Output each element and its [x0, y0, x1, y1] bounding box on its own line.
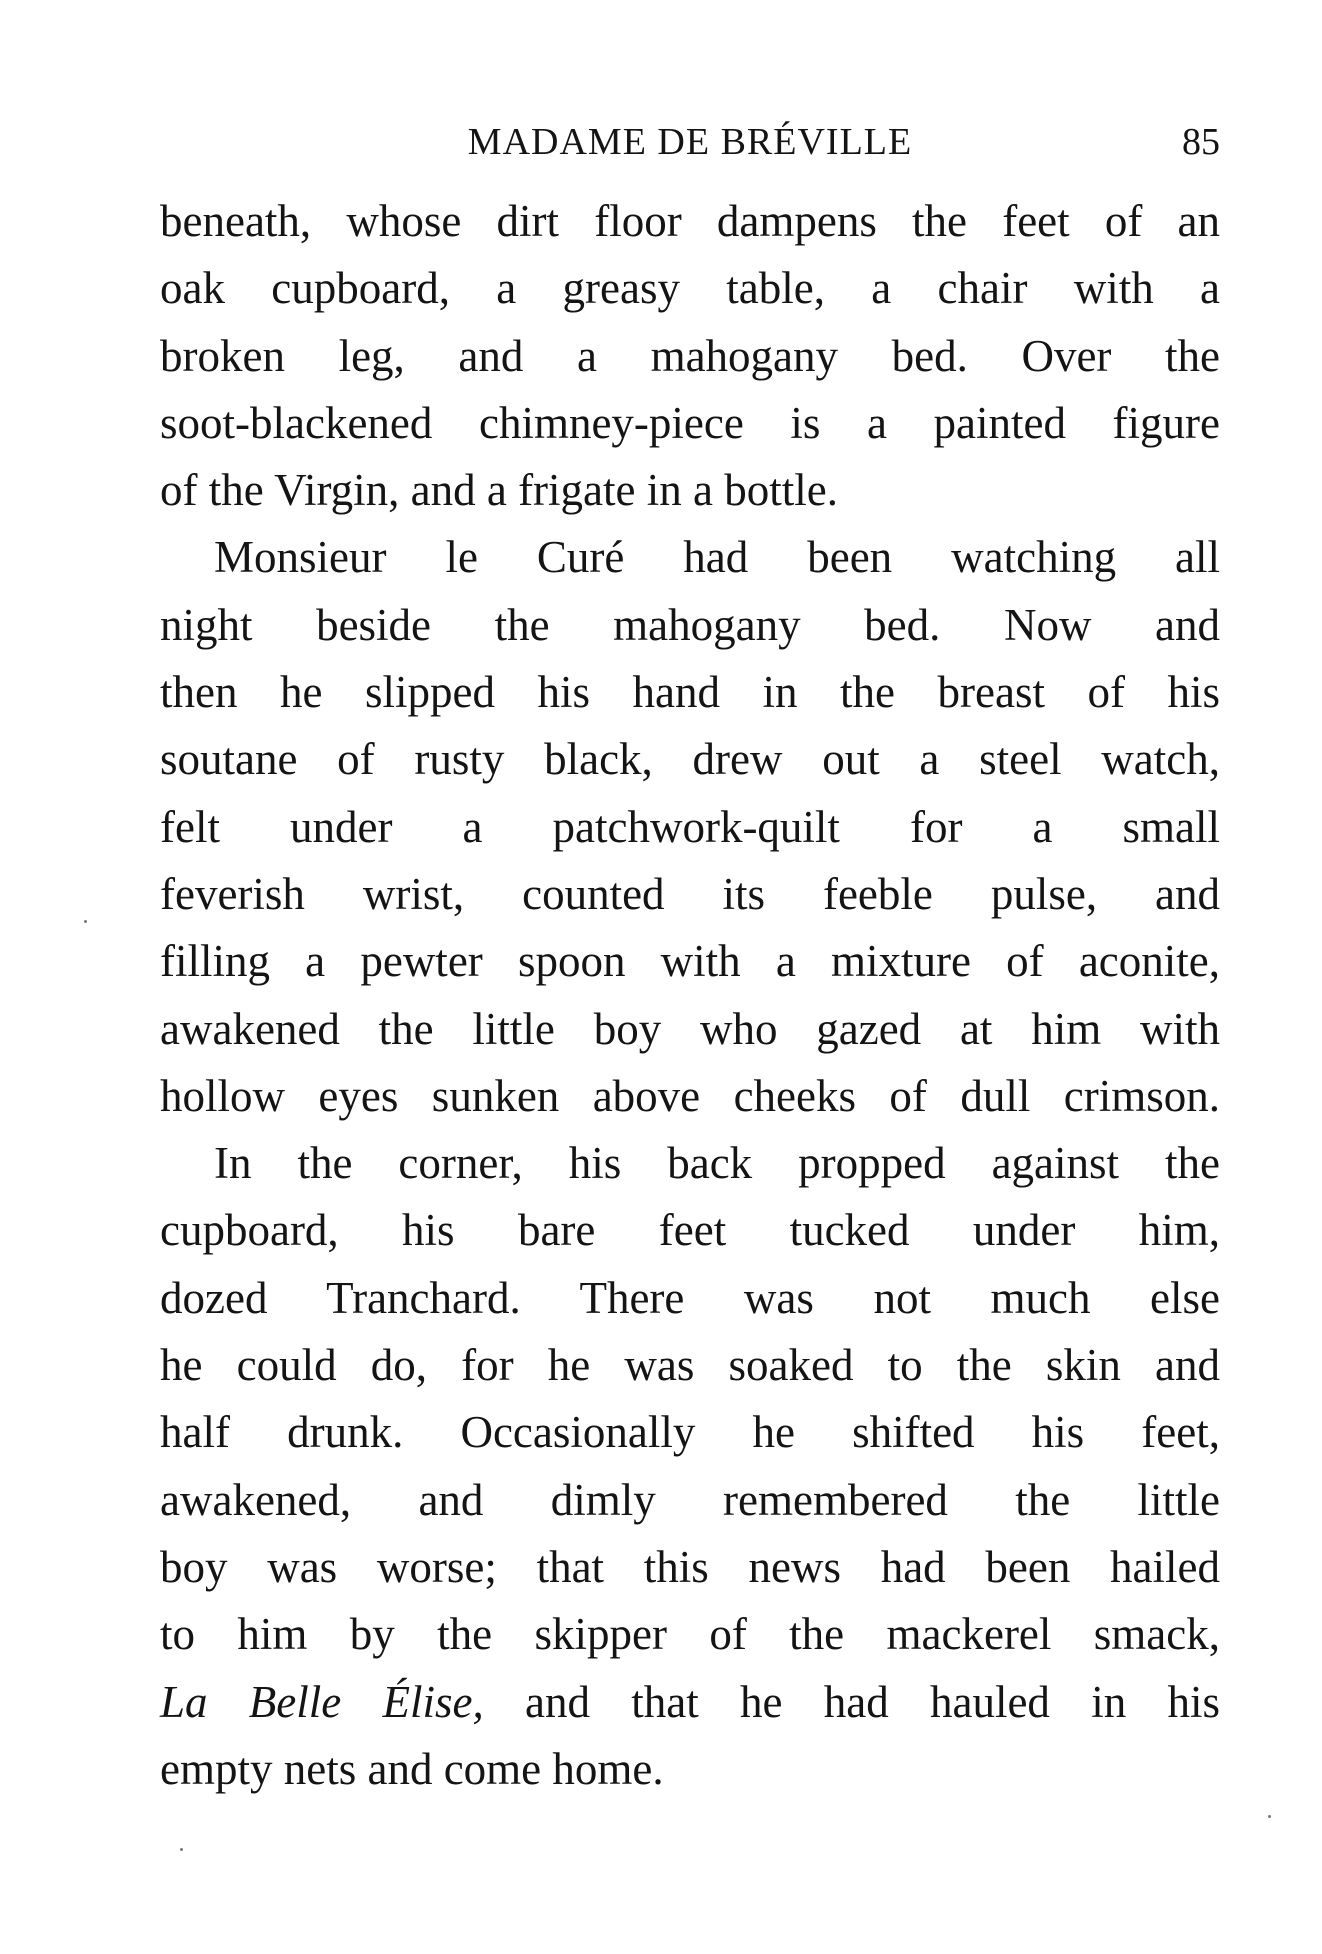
text-line: oak cupboard, a greasy table, a chair with a: [160, 263, 1220, 314]
text-line: cupboard, his bare feet tucked under him,: [160, 1205, 1220, 1256]
text-line: then he slipped his hand in the breast of his: [160, 667, 1220, 718]
text-line: feverish wrist, counted its feeble pulse, and: [160, 868, 1220, 919]
text-line: soot-blackened chimney-piece is a painted figure: [160, 397, 1220, 448]
text-line: hollow eyes sunken above cheeks of dull crimson.: [160, 1070, 1220, 1121]
paragraph-1: [160, 188, 1220, 524]
paragraph-2: [160, 524, 1220, 1130]
page-number: 85: [1182, 121, 1220, 163]
text-line: broken leg, and a mahogany bed. Over the: [160, 330, 1220, 381]
text-line: Monsieur le Curé had been watching all: [214, 532, 1220, 583]
text-line: to him by the skipper of the mackerel smack,: [160, 1609, 1220, 1660]
text-line: awakened the little boy who gazed at him with: [160, 1003, 1220, 1054]
print-speck: [84, 920, 87, 923]
paragraph-3: [160, 1130, 1220, 1803]
text-line: empty nets and come home.: [160, 1743, 664, 1794]
print-speck: [180, 1848, 183, 1851]
print-speck: [1268, 1815, 1271, 1818]
text-line-rest: and that he had hauled in his: [483, 1676, 1220, 1727]
text-line: filling a pewter spoon with a mixture of aconite,: [160, 936, 1220, 987]
text-line: awakened, and dimly remembered the little: [160, 1474, 1220, 1525]
running-head: [160, 112, 1220, 172]
ship-name: La Belle Élise,: [160, 1676, 484, 1727]
text-line: felt under a patchwork-quilt for a small: [160, 801, 1220, 852]
text-line: boy was worse; that this news had been hailed: [160, 1541, 1220, 1592]
text-line: he could do, for he was soaked to the skin and: [160, 1340, 1220, 1391]
text-line: half drunk. Occasionally he shifted his feet,: [160, 1407, 1220, 1458]
running-title: MADAME DE BRÉVILLE: [467, 121, 913, 163]
text-line: beneath, whose dirt floor dampens the feet of an: [160, 196, 1220, 246]
text-line-with-ship-name: [160, 1669, 1220, 1736]
text-line: night beside the mahogany bed. Now and: [160, 599, 1220, 650]
body-text: [160, 188, 1220, 1803]
text-line: of the Virgin, and a frigate in a bottle.: [160, 465, 838, 516]
text-line: In the corner, his back propped against the: [214, 1138, 1220, 1189]
text-line: soutane of rusty black, drew out a steel watch,: [160, 734, 1220, 785]
text-line: dozed Tranchard. There was not much else: [160, 1272, 1220, 1323]
